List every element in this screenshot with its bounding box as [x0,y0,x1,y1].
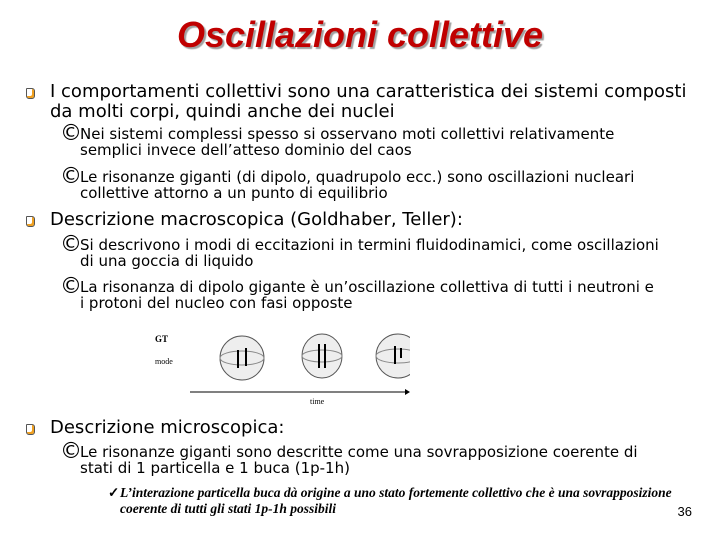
bullet-icon [26,88,35,99]
bullet-icon [26,216,35,227]
mode-label: mode [155,357,173,366]
sub-bullet-text: Le risonanze giganti sono descritte come una sovrapposizione coerente di stati di 1 particella e 1 buca (1p-1h) [80,443,638,477]
page-number: 36 [677,504,692,519]
nucleus-sphere-1 [220,336,264,380]
nucleus-sphere-3 [376,334,410,378]
sub-bullet-text: La risonanza di dipolo gigante è un’oscillazione collettiva di tutti i neutroni e i protoni del nucleo con fasi opposte [80,278,654,312]
gt-label: GT [155,334,169,344]
time-arrow-icon [405,389,410,395]
c-curl-icon: © [60,439,82,464]
c-curl-icon: © [60,274,82,299]
slide-title: Oscillazioni collettive [176,14,544,55]
nucleus-sphere-2 [302,334,342,378]
gt-mode-figure [150,320,410,410]
bullet-icon [26,424,35,435]
sub-bullet-text: Si descrivono i modi di eccitazioni in termini fluidodinamici, come oscillazioni di una goccia di liquido [80,236,659,270]
c-curl-icon: © [60,164,82,189]
sub-bullet-text: Nei sistemi complessi spesso si osservano moti collettivi relativamente semplici invece dell’atteso dominio del caos [80,125,615,159]
sub-sub-bullet-text: L’interazione particella buca dà origine a uno stato fortemente collettivo che è una sovrapposizione coerente di tutti gli stati 1p-1h possibili [120,485,672,516]
bullet-text: I comportamenti collettivi sono una caratteristica dei sistemi composti da molti corpi, quindi anche dei nuclei [50,81,687,122]
bullet-text: Descrizione microscopica: [50,417,285,438]
c-curl-icon: © [60,121,82,146]
bullet-text: Descrizione macroscopica (Goldhaber, Teller): [50,209,463,230]
sub-bullet-text: Le risonanze giganti (di dipolo, quadrupolo ecc.) sono oscillazioni nucleari collettive attorno a un punto di equilibrio [80,168,635,202]
time-label: time [310,397,325,406]
c-curl-icon: © [60,232,82,257]
check-icon: ✓ [108,485,120,500]
